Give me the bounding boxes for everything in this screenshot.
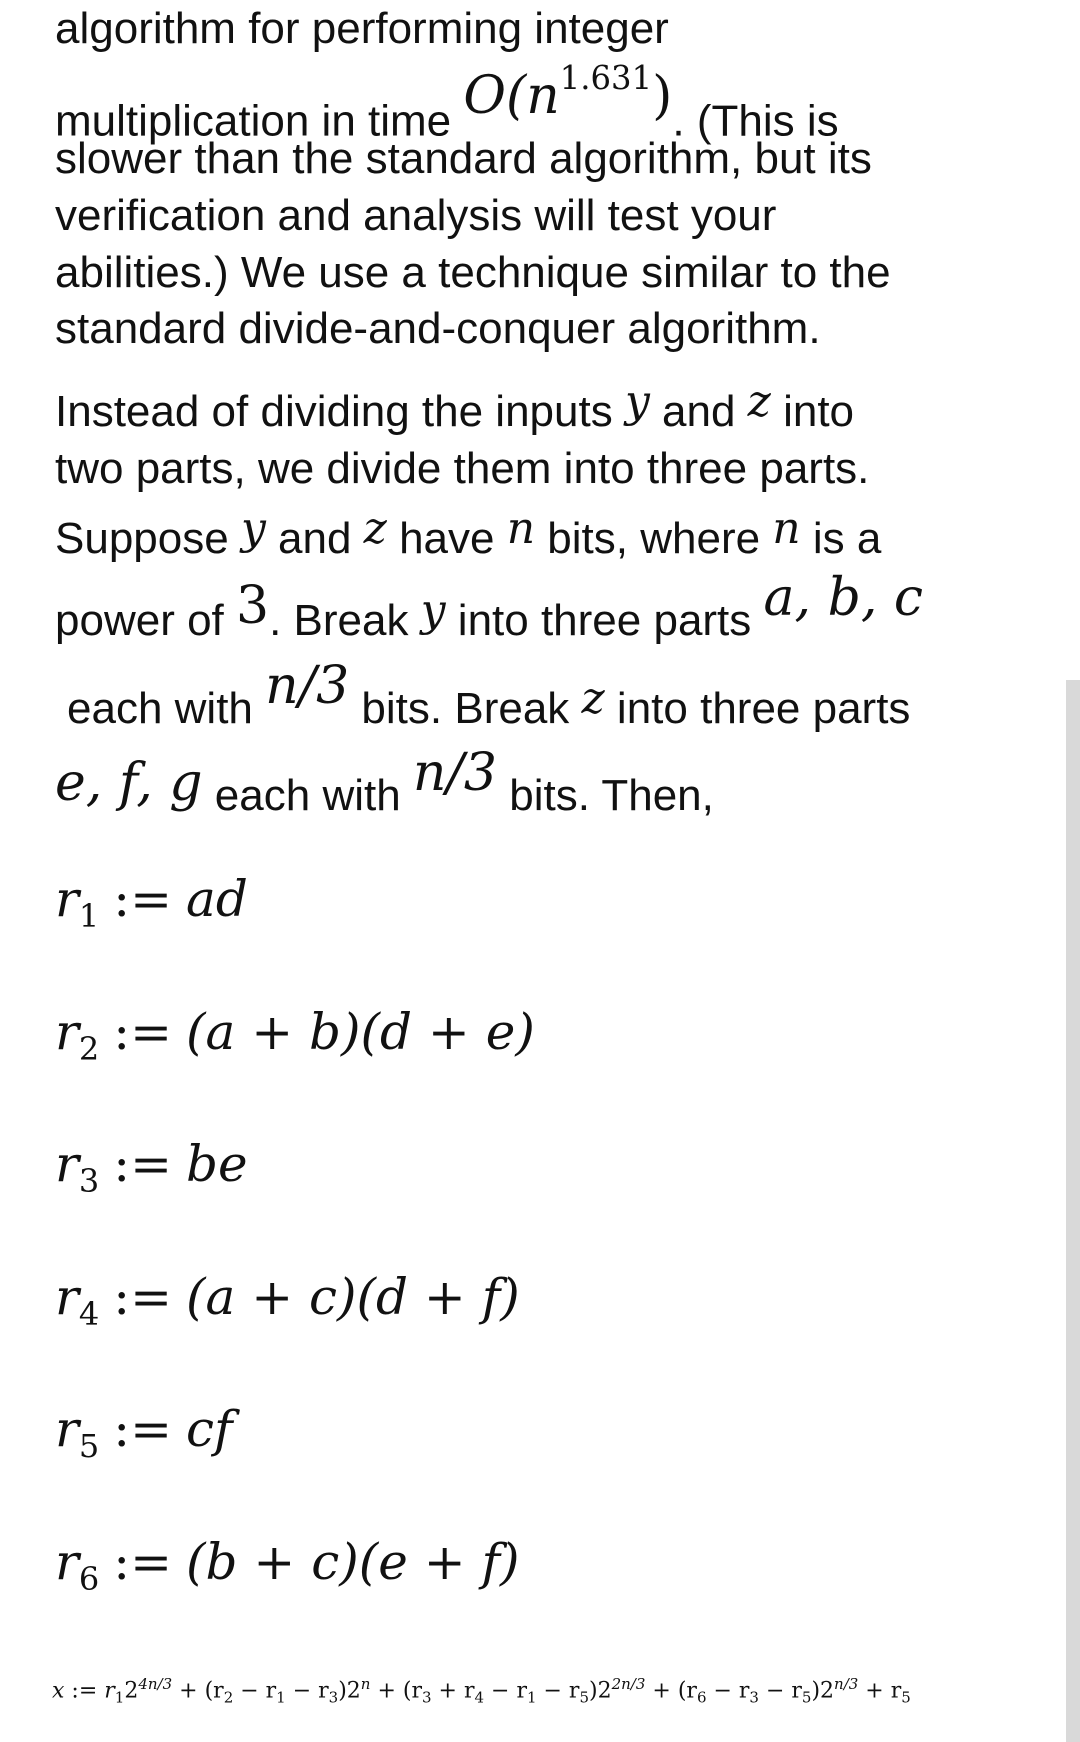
text-line: multiplication in time $O(n^{1.631})$. (This is [55, 58, 839, 146]
equation-r3: $r_3$ := be [55, 1135, 248, 1200]
equation-r5: $r_5$ := cf [55, 1400, 233, 1465]
equation-r6: $r_6$ := (b + c)(e + f) [55, 1533, 520, 1598]
math-var: 3 [235, 576, 270, 636]
text-line: Suppose y and z have n bits, where n is a [55, 503, 882, 563]
text-line: each with n/3 bits. Break z into three parts [67, 656, 911, 733]
math-fraction: n/3 [265, 656, 350, 716]
math-var: y [624, 376, 650, 427]
math-var: z [363, 503, 387, 554]
text-line: algorithm for performing integer [55, 4, 669, 53]
big-o-expression: $O(n^{1.631})$ [463, 58, 673, 127]
equation-r4: $r_4$ := (a + c)(d + f) [55, 1268, 520, 1333]
math-var: n [506, 503, 536, 554]
equation-r2: $r_2$ := (a + b)(d + e) [55, 1003, 535, 1068]
text-line: slower than the standard algorithm, but its [55, 134, 872, 183]
math-var: z [747, 376, 771, 427]
math-fraction: n/3 [412, 743, 498, 803]
equation-r1: $r_1$ := ad [55, 870, 248, 935]
math-parts-abc: a, b, c [763, 568, 924, 628]
math-var: y [240, 503, 266, 554]
text-line: verification and analysis will test your [55, 191, 777, 240]
scrollbar[interactable] [1066, 680, 1080, 1742]
text-line: Instead of dividing the inputs y and z into [55, 376, 855, 436]
final-formula: x := $r_12^{4n/3} + (r_2 - r_1 - r_3)2^n + (r_3 + r_4 - r_1 - r_5)2^{2n/3} + (r_6 - r_3 - r_5)2^{n/3} + r_5$ [52, 1675, 911, 1707]
text-line: standard divide-and-conquer algorithm. [55, 304, 821, 353]
math-parts-efg: e, f, g [55, 753, 203, 813]
math-var: z [581, 673, 605, 724]
text-line: power of 3. Break y into three parts a, b, c [55, 568, 924, 645]
text-line: e, f, g each with n/3 bits. Then, [55, 743, 714, 820]
math-var: y [420, 585, 446, 636]
text-line: two parts, we divide them into three parts. [55, 444, 870, 493]
math-var: n [772, 503, 801, 554]
text-line: abilities.) We use a technique similar to the [55, 248, 891, 297]
